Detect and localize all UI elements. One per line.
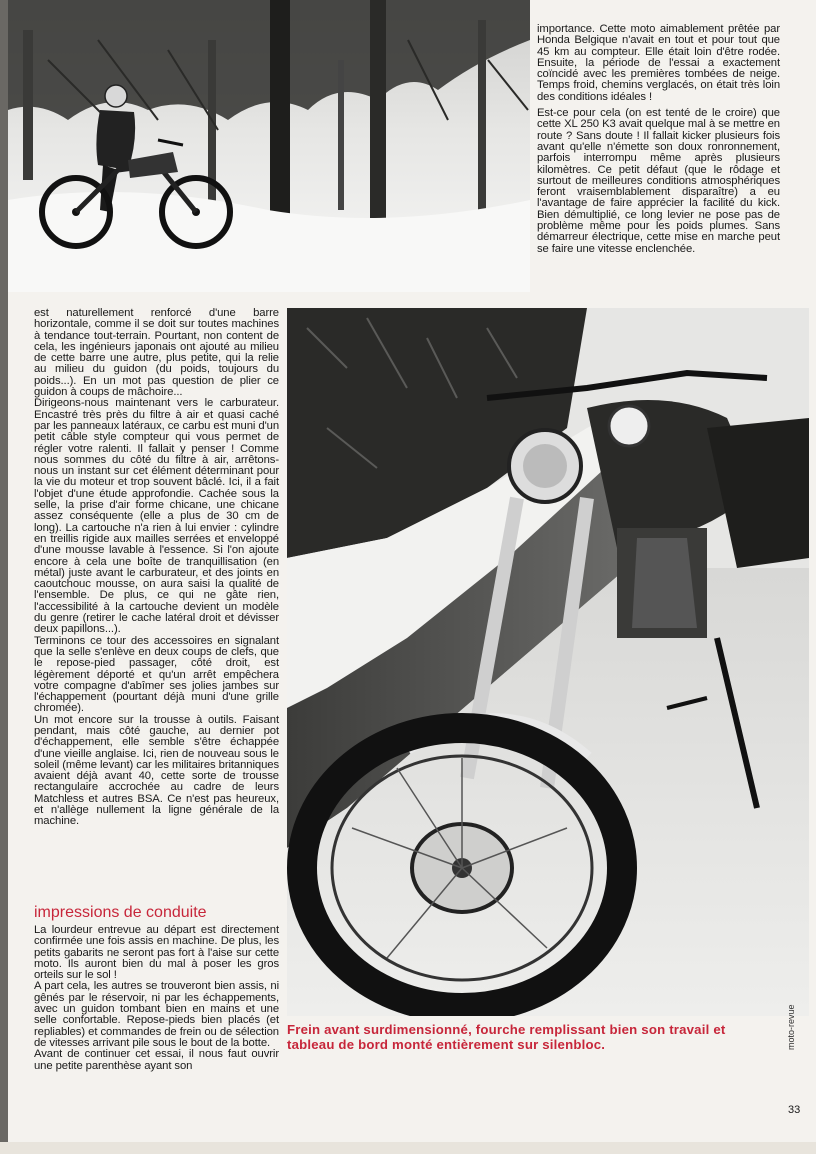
page-bottom-edge (0, 1142, 816, 1154)
magazine-name: moto-revue (786, 1004, 796, 1050)
paragraph: A part cela, les autres se trouveront bien assis, ni gênés par le réservoir, ni par les échappements, avec un guidon tombant bien en mains et une selle confortable. Repose-pieds bien placés (et repliables) et commandes de frein ou de sélection de vitesses arrivant pile sous le bout de la botte. (34, 980, 279, 1049)
article-text-top-right (537, 24, 780, 255)
snow-forest-illustration (8, 0, 530, 292)
paragraph: importance. Cette moto aimablement prêtée par Honda Belgique n'avait en tout et pour tout que 45 km au compteur. Elle était loin d'être rodée. Ensuite, la période de l'essai a exactement coïncidé avec les premières tombées de neige. Temps froid, chemins verglacés, on était très loin des conditions idéales ! (537, 23, 780, 103)
paragraph: est naturellement renforcé d'une barre horizontale, comme il se doit sur toutes machines à tendance tout-terrain. Pourtant, non content de cela, les ingénieurs japonais ont ajouté au milieu de cette barre une autre, plus petite, qui la relie au milieu du guidon (du poids, toujours du poids...). En un mot pas question de plier ce guidon à coups de mâchoire... (34, 307, 279, 399)
page-binding-edge (0, 0, 8, 1154)
photo-caption: Frein avant surdimensionné, fourche remplissant bien son travail et tableau de bord monté entièrement sur silenbloc. (287, 1022, 726, 1052)
page-number: 33 (788, 1104, 801, 1116)
section-heading: impressions de conduite (34, 904, 207, 921)
article-text-left-continued (34, 925, 279, 1072)
paragraph: La lourdeur entrevue au départ est directement confirmée une fois assis en machine. De plus, les petits gabarits ne seront pas fort à l'aise sur cette moto. Ils auront bien du mal à poser les gros orteils sur le sol ! (34, 924, 279, 982)
article-text-left (34, 308, 279, 828)
paragraph: Un mot encore sur la trousse à outils. Faisant pendant, mais côté gauche, au dernier pot d'échappement, elle semble s'être échappée d'une vieille anglaise. Ici, rien de nouveau sous le soleil (même levant) car les militaires britanniques avaient déjà avant 40, cette sorte de trousse rectangulaire accrochée au cadre de leurs Matchless et autres BSA. Ce n'est pas heureux, et n'allège nullement la ligne générale de la machine. (34, 713, 279, 828)
motorcycle-front-illustration (287, 308, 809, 1016)
paragraph: Est-ce pour cela (on est tenté de le croire) que cette XL 250 K3 avait quelque mal à se mettre en route ? Sans doute ! Il fallait kicker plusieurs fois avant qu'elle n'émette son doux ronronnement, parfois interrompu même après plusieurs kilomètres. Ce petit défaut (que le rôdage et surtout de meilleures conditions atmosphériques feront vraisemblablement disparaître) a eu l'avantage de faire apprécier la facilité du kick. Bien démultiplié, ce long levier ne pose pas de problème même pour les poids plumes. Sans démarreur électrique, cette mise en marche peut se faire une vitesse enclenchée. (537, 107, 780, 255)
paragraph: Avant de continuer cet essai, il nous faut ouvrir une petite parenthèse ayant son (34, 1048, 279, 1072)
photo-motorcycle-front (287, 308, 809, 1016)
photo-rider-in-snow (8, 0, 530, 292)
paragraph: Terminons ce tour des accessoires en signalant que la selle s'enlève en deux coups de clefs, que le repose-pied passager, côté droit, est légèrement déporté et qu'un arrêt empêchera votre compagne d'abîmer ses jolies jambes sur l'échappement (pourtant déjà muni d'une grille chromée). (34, 634, 279, 715)
paragraph: Dirigeons-nous maintenant vers le carburateur. Encastré très près du filtre à air et quasi caché par les panneaux latéraux, ce carbu est muni d'un petit câble style compteur qui vous permet de régler votre ralenti. Il fallait y penser ! Comme nous sommes du côté du filtre à air, arrêtons-nous un instant sur cet élément déterminant pour la vie du moteur et trop souvent bâclé. Ici, il a fait l'objet d'une étude approfondie. Cachée sous la selle, la prise d'air forme chicane, une chicane assez conséquente (elle a plus de 30 cm de long). La cartouche n'a rien à lui envier : cylindre en treillis rigide aux mailles serrées et enveloppé d'une mousse lavable à l'essence. Si l'on ajoute encore à cela une boîte de tranquillisation (en métal) juste avant le carburateur, et des joints en caoutchouc mousse, on aura saisi la qualité de l'ensemble. De plus, ce qui ne gâte rien, l'accessibilité à la cartouche devient un modèle du genre (retirer le cache latéral droit et dévisser deux papillons...). (34, 397, 279, 636)
